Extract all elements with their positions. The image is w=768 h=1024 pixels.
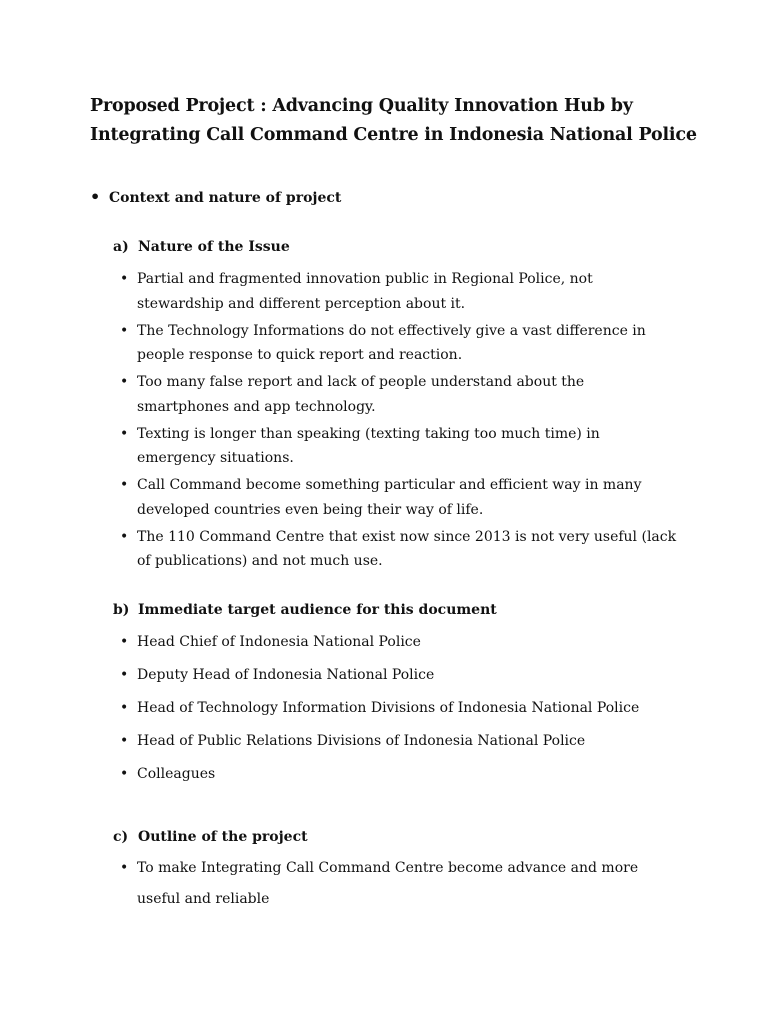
list-item: • Deputy Head of Indonesia National Police: [120, 663, 680, 688]
main-section-heading: [90, 186, 341, 209]
list-item: • To make Integrating Call Command Centre become advance and more useful and reliable: [120, 853, 680, 915]
list-item: • Head of Technology Information Divisions of Indonesia National Police: [120, 696, 680, 721]
section-c-marker: c): [113, 829, 129, 845]
section-b-heading: [113, 599, 497, 621]
list-item: • Texting is longer than speaking (texting taking too much time) in emergency situations.: [120, 422, 680, 471]
section-a-marker: a): [113, 239, 129, 255]
section-a-heading: [113, 236, 290, 258]
list-item: • Head of Public Relations Divisions of Indonesia National Police: [120, 729, 680, 754]
list-item: • Head Chief of Indonesia National Police: [120, 630, 680, 655]
section-b-list: [120, 630, 680, 795]
section-c-heading: [113, 826, 308, 848]
section-b-heading-text: Immediate target audience for this document: [138, 602, 497, 618]
section-b-marker: b): [113, 602, 130, 618]
section-c-list: [120, 853, 680, 915]
list-item: • Too many false report and lack of people understand about the smartphones and app technology.: [120, 370, 680, 419]
section-a-list: [120, 267, 680, 576]
main-section-bullet: •: [90, 187, 101, 206]
list-item: • Colleagues: [120, 762, 680, 787]
document-title: Proposed Project : Advancing Quality Innovation Hub by Integrating Call Command Centre in Indonesia National Police: [90, 96, 697, 145]
list-item: • The 110 Command Centre that exist now since 2013 is not very useful (lack of publications) and not much use.: [120, 525, 680, 574]
section-c-heading-text: Outline of the project: [138, 829, 308, 845]
main-section-heading-text: Context and nature of project: [109, 190, 342, 206]
list-item: • The Technology Informations do not effectively give a vast difference in people response to quick report and reaction.: [120, 319, 680, 368]
list-item: • Call Command become something particular and efficient way in many developed countries even being their way of life.: [120, 473, 680, 522]
list-item: • Partial and fragmented innovation public in Regional Police, not stewardship and different perception about it.: [120, 267, 680, 316]
section-a-heading-text: Nature of the Issue: [138, 239, 290, 255]
